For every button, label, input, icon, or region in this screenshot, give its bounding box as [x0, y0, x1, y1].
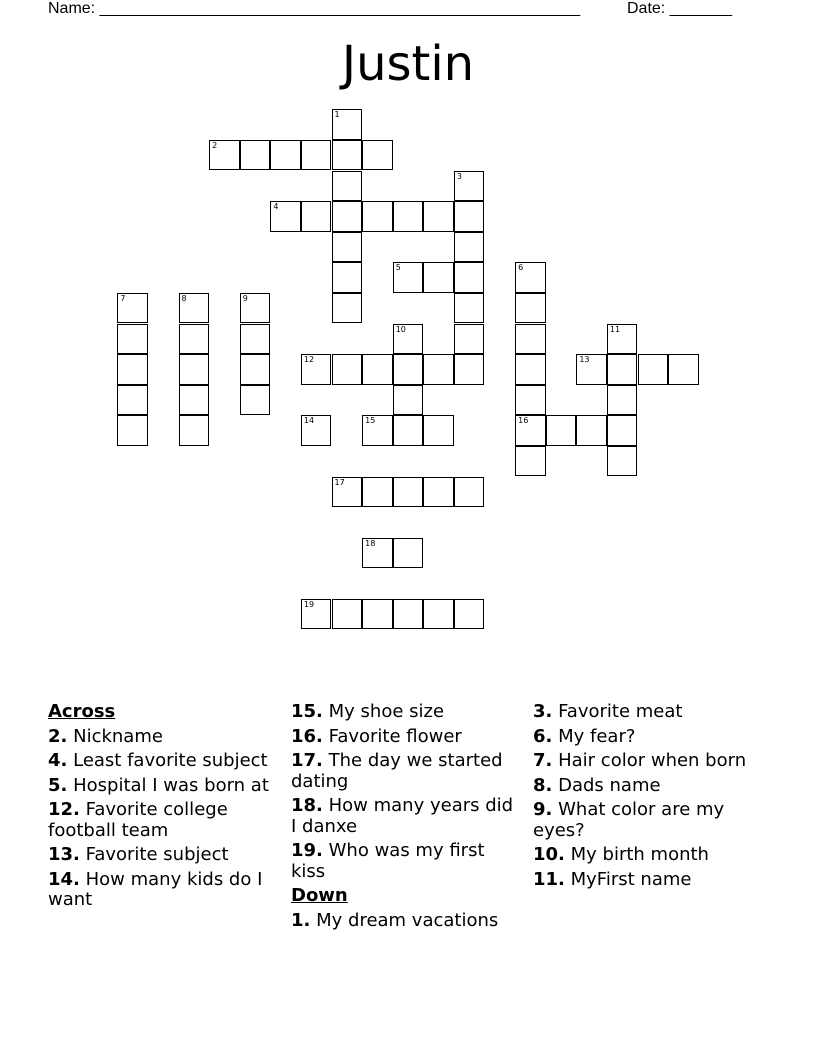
- grid-cell[interactable]: [240, 385, 271, 416]
- grid-cell[interactable]: [362, 477, 393, 508]
- grid-cell[interactable]: [515, 293, 546, 324]
- grid-cell[interactable]: [179, 354, 210, 385]
- clue-item: [291, 841, 521, 882]
- grid-cell[interactable]: [332, 140, 363, 171]
- clue-item-number: 14.: [48, 868, 80, 890]
- grid-cell[interactable]: [454, 262, 485, 293]
- across-clue-list: [48, 727, 278, 911]
- across-heading: Across: [48, 701, 116, 722]
- grid-cell[interactable]: [515, 324, 546, 355]
- grid-cell[interactable]: [393, 538, 424, 569]
- grid-cell[interactable]: [301, 415, 332, 446]
- grid-cell[interactable]: [332, 171, 363, 202]
- clue-number: 16: [518, 416, 529, 426]
- down-clue-list: [291, 911, 521, 932]
- clue-item: [533, 727, 763, 748]
- grid-cell[interactable]: [332, 599, 363, 630]
- clue-item-number: 17.: [291, 750, 323, 771]
- clue-number: 2: [212, 140, 218, 150]
- clue-number: 1: [334, 110, 340, 120]
- clue-number: 7: [120, 293, 126, 303]
- grid-cell[interactable]: [546, 415, 577, 446]
- clue-item-text: Nickname: [73, 725, 163, 747]
- clue-item-number: 6.: [533, 725, 553, 747]
- date-field[interactable]: Date: _______: [627, 0, 732, 17]
- clue-item-number: 13.: [48, 844, 80, 865]
- grid-cell[interactable]: [240, 140, 271, 171]
- grid-cell[interactable]: [117, 324, 148, 355]
- grid-cell[interactable]: [454, 477, 485, 508]
- clue-item-text: My fear?: [558, 725, 636, 747]
- grid-cell[interactable]: [423, 262, 454, 293]
- clue-item-number: 3.: [533, 701, 553, 722]
- grid-cell[interactable]: [576, 354, 607, 385]
- grid-cell[interactable]: [209, 140, 240, 171]
- grid-cell[interactable]: [393, 415, 424, 446]
- clue-number: 6: [518, 263, 524, 273]
- clue-number: 12: [303, 355, 315, 365]
- grid-cell[interactable]: [301, 354, 332, 385]
- grid-cell[interactable]: [454, 293, 485, 324]
- clues-column-1: [48, 702, 278, 915]
- grid-cell[interactable]: [454, 171, 485, 202]
- grid-cell[interactable]: [454, 354, 485, 385]
- clue-item-text: Favorite college football team: [48, 799, 228, 841]
- down-clue-list-continued: [533, 702, 763, 890]
- grid-cell[interactable]: [454, 324, 485, 355]
- clue-number: 9: [242, 293, 248, 303]
- grid-cell[interactable]: [179, 293, 210, 324]
- grid-cell[interactable]: [607, 446, 638, 477]
- clue-number: 13: [579, 355, 590, 365]
- clue-item: [48, 776, 278, 797]
- grid-cell[interactable]: [332, 109, 363, 140]
- clue-item: [48, 800, 278, 841]
- clue-number: 10: [395, 324, 406, 334]
- clue-item: [48, 727, 278, 748]
- clue-number: 14: [303, 416, 315, 426]
- grid-cell[interactable]: [362, 599, 393, 630]
- clue-item-number: 5.: [48, 774, 68, 796]
- clue-item-text: What color are my eyes?: [533, 799, 725, 841]
- grid-cell[interactable]: [393, 599, 424, 630]
- grid-cell[interactable]: [240, 354, 271, 385]
- clue-item-number: 15.: [291, 701, 323, 722]
- clue-item: [48, 870, 278, 911]
- grid-cell[interactable]: [301, 140, 332, 171]
- grid-cell[interactable]: [117, 415, 148, 446]
- grid-cell[interactable]: [179, 324, 210, 355]
- grid-cell[interactable]: [117, 354, 148, 385]
- clue-item: [291, 751, 521, 792]
- clue-item-number: 11.: [533, 868, 565, 890]
- clue-item-text: Least favorite subject: [73, 750, 268, 771]
- clue-item-number: 10.: [533, 844, 565, 865]
- grid-cell[interactable]: [515, 262, 546, 293]
- clue-item-number: 1.: [291, 909, 311, 931]
- clue-item-text: Favorite meat: [558, 701, 683, 722]
- clue-item: [533, 845, 763, 866]
- clue-item: [533, 800, 763, 841]
- grid-cell[interactable]: [240, 293, 271, 324]
- grid-cell[interactable]: [117, 293, 148, 324]
- clue-item-text: Dads name: [558, 774, 661, 796]
- clue-item-text: How many kids do I want: [48, 868, 263, 910]
- clue-item-text: The day we started dating: [291, 750, 503, 792]
- grid-cell[interactable]: [332, 232, 363, 263]
- grid-cell[interactable]: [515, 415, 546, 446]
- clue-number: 8: [181, 293, 187, 303]
- grid-cell[interactable]: [179, 385, 210, 416]
- clues-column-2: [291, 702, 521, 935]
- clue-number: 4: [273, 202, 279, 212]
- clue-number: 11: [609, 324, 621, 334]
- clue-item-number: 19.: [291, 840, 323, 861]
- clue-item-text: MyFirst name: [570, 868, 692, 890]
- clue-item-number: 4.: [48, 750, 68, 771]
- grid-cell[interactable]: [301, 599, 332, 630]
- grid-cell[interactable]: [332, 354, 363, 385]
- grid-cell[interactable]: [393, 201, 424, 232]
- grid-cell[interactable]: [362, 538, 393, 569]
- clue-item-number: 18.: [291, 795, 323, 816]
- clue-item-text: Hair color when born: [558, 750, 747, 771]
- clue-item: [48, 845, 278, 866]
- grid-cell[interactable]: [117, 385, 148, 416]
- down-heading: Down: [291, 885, 348, 906]
- grid-cell[interactable]: [332, 293, 363, 324]
- clue-item-number: 9.: [533, 799, 553, 820]
- grid-cell[interactable]: [576, 415, 607, 446]
- grid-cell[interactable]: [362, 354, 393, 385]
- clue-item: [291, 911, 521, 932]
- grid-cell[interactable]: [607, 324, 638, 355]
- clue-item: [533, 776, 763, 797]
- grid-cell[interactable]: [270, 140, 301, 171]
- grid-cell[interactable]: [454, 232, 485, 263]
- clue-item: [533, 751, 763, 772]
- clue-item-text: Favorite flower: [328, 725, 462, 747]
- grid-cell[interactable]: [362, 415, 393, 446]
- clue-item: [291, 727, 521, 748]
- grid-cell[interactable]: [515, 446, 546, 477]
- clue-item-number: 2.: [48, 725, 68, 747]
- grid-cell[interactable]: [332, 477, 363, 508]
- clue-item-text: Favorite subject: [85, 844, 229, 865]
- grid-cell[interactable]: [668, 354, 699, 385]
- grid-cell[interactable]: [393, 354, 424, 385]
- clue-item-text: My dream vacations: [316, 909, 499, 931]
- clue-item: [291, 702, 521, 723]
- clue-number: 3: [456, 171, 462, 181]
- grid-cell[interactable]: [423, 415, 454, 446]
- grid-cell[interactable]: [607, 385, 638, 416]
- clue-item-number: 8.: [533, 774, 553, 796]
- grid-cell[interactable]: [332, 201, 363, 232]
- name-field[interactable]: Name: ______________________________________________________: [48, 0, 581, 17]
- grid-cell[interactable]: [179, 415, 210, 446]
- across-clue-list-continued: [291, 702, 521, 882]
- clue-item-text: My shoe size: [328, 701, 445, 722]
- clue-number: 19: [303, 599, 315, 609]
- grid-cell[interactable]: [423, 477, 454, 508]
- grid-cell[interactable]: [393, 477, 424, 508]
- clue-item-text: How many years did I danxe: [291, 795, 514, 837]
- grid-cell[interactable]: [270, 201, 301, 232]
- grid-cell[interactable]: [454, 201, 485, 232]
- grid-cell[interactable]: [607, 354, 638, 385]
- clue-item: [48, 751, 278, 772]
- clue-item-number: 7.: [533, 750, 553, 771]
- grid-cell[interactable]: [423, 354, 454, 385]
- clue-item-text: My birth month: [570, 844, 709, 865]
- grid-cell[interactable]: [301, 201, 332, 232]
- clue-item-text: Who was my first kiss: [291, 840, 485, 882]
- grid-cell[interactable]: [393, 324, 424, 355]
- grid-cell[interactable]: [362, 140, 393, 171]
- clue-number: 17: [334, 477, 345, 487]
- grid-cell[interactable]: [515, 385, 546, 416]
- clue-item: [533, 870, 763, 891]
- grid-cell[interactable]: [607, 415, 638, 446]
- grid-cell[interactable]: [454, 599, 485, 630]
- grid-cell[interactable]: [393, 385, 424, 416]
- grid-cell[interactable]: [362, 201, 393, 232]
- clue-item-number: 12.: [48, 799, 80, 820]
- grid-cell[interactable]: [393, 262, 424, 293]
- clue-number: 15: [365, 416, 376, 426]
- clue-number: 5: [395, 263, 401, 273]
- clue-item-number: 16.: [291, 725, 323, 747]
- grid-cell[interactable]: [332, 262, 363, 293]
- page-title: Justin: [341, 36, 475, 92]
- grid-cell[interactable]: [240, 324, 271, 355]
- clue-item-text: Hospital I was born at: [73, 774, 269, 796]
- clue-number: 18: [365, 538, 376, 548]
- clue-item: [291, 796, 521, 837]
- grid-cell[interactable]: [515, 354, 546, 385]
- grid-cell[interactable]: [423, 201, 454, 232]
- grid-cell[interactable]: [638, 354, 669, 385]
- clues-column-3: [533, 702, 763, 894]
- clue-item: [533, 702, 763, 723]
- grid-cell[interactable]: [423, 599, 454, 630]
